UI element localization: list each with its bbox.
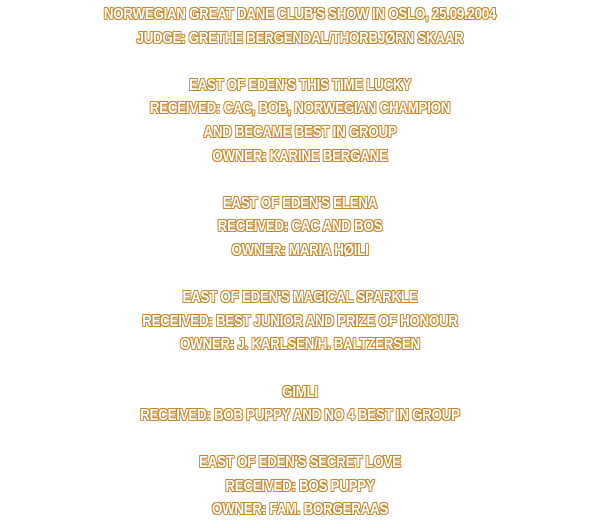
owner-line: OWNER: FAM. BORGERAAS [211, 501, 389, 519]
owner-line: OWNER: MARIA HØILI [231, 241, 369, 259]
owner-line: OWNER: J. KARLSEN/H. BALTZERSEN [180, 336, 420, 354]
owner-line: OWNER: KARINE BERGANE [212, 147, 388, 165]
result-entry-5 [0, 451, 600, 522]
received-line: RECEIVED: CAC AND BOS [217, 218, 383, 236]
received-continued-line: AND BECAME BEST IN GROUP [203, 123, 397, 141]
dog-name: EAST OF EDEN'S THIS TIME LUCKY [188, 76, 412, 94]
result-entry-3 [0, 286, 600, 357]
received-line: RECEIVED: BOB PUPPY AND NO 4 BEST IN GROUP [140, 407, 460, 425]
dog-name: EAST OF EDEN'S MAGICAL SPARKLE [182, 289, 418, 307]
result-entry-1 [0, 74, 600, 168]
received-line: RECEIVED: CAC, BOB, NORWEGIAN CHAMPION [149, 100, 451, 118]
received-line: RECEIVED: BOS PUPPY [225, 477, 375, 495]
received-line: RECEIVED: BEST JUNIOR AND PRIZE OF HONOUR [142, 312, 458, 330]
header [0, 3, 600, 50]
dog-name: GIMLI [282, 383, 318, 401]
judge-line: JUDGE: GRETHE BERGENDAL/THORBJØRN SKAAR [136, 29, 464, 47]
show-title: NORWEGIAN GREAT DANE CLUB'S SHOW IN OSLO, 25.09.2004 [103, 6, 497, 23]
result-entry-4 [0, 381, 600, 428]
dog-name: EAST OF EDEN'S ELENA [222, 194, 378, 212]
dog-name: EAST OF EDEN'S SECRET LOVE [199, 454, 401, 472]
result-entry-2 [0, 192, 600, 263]
